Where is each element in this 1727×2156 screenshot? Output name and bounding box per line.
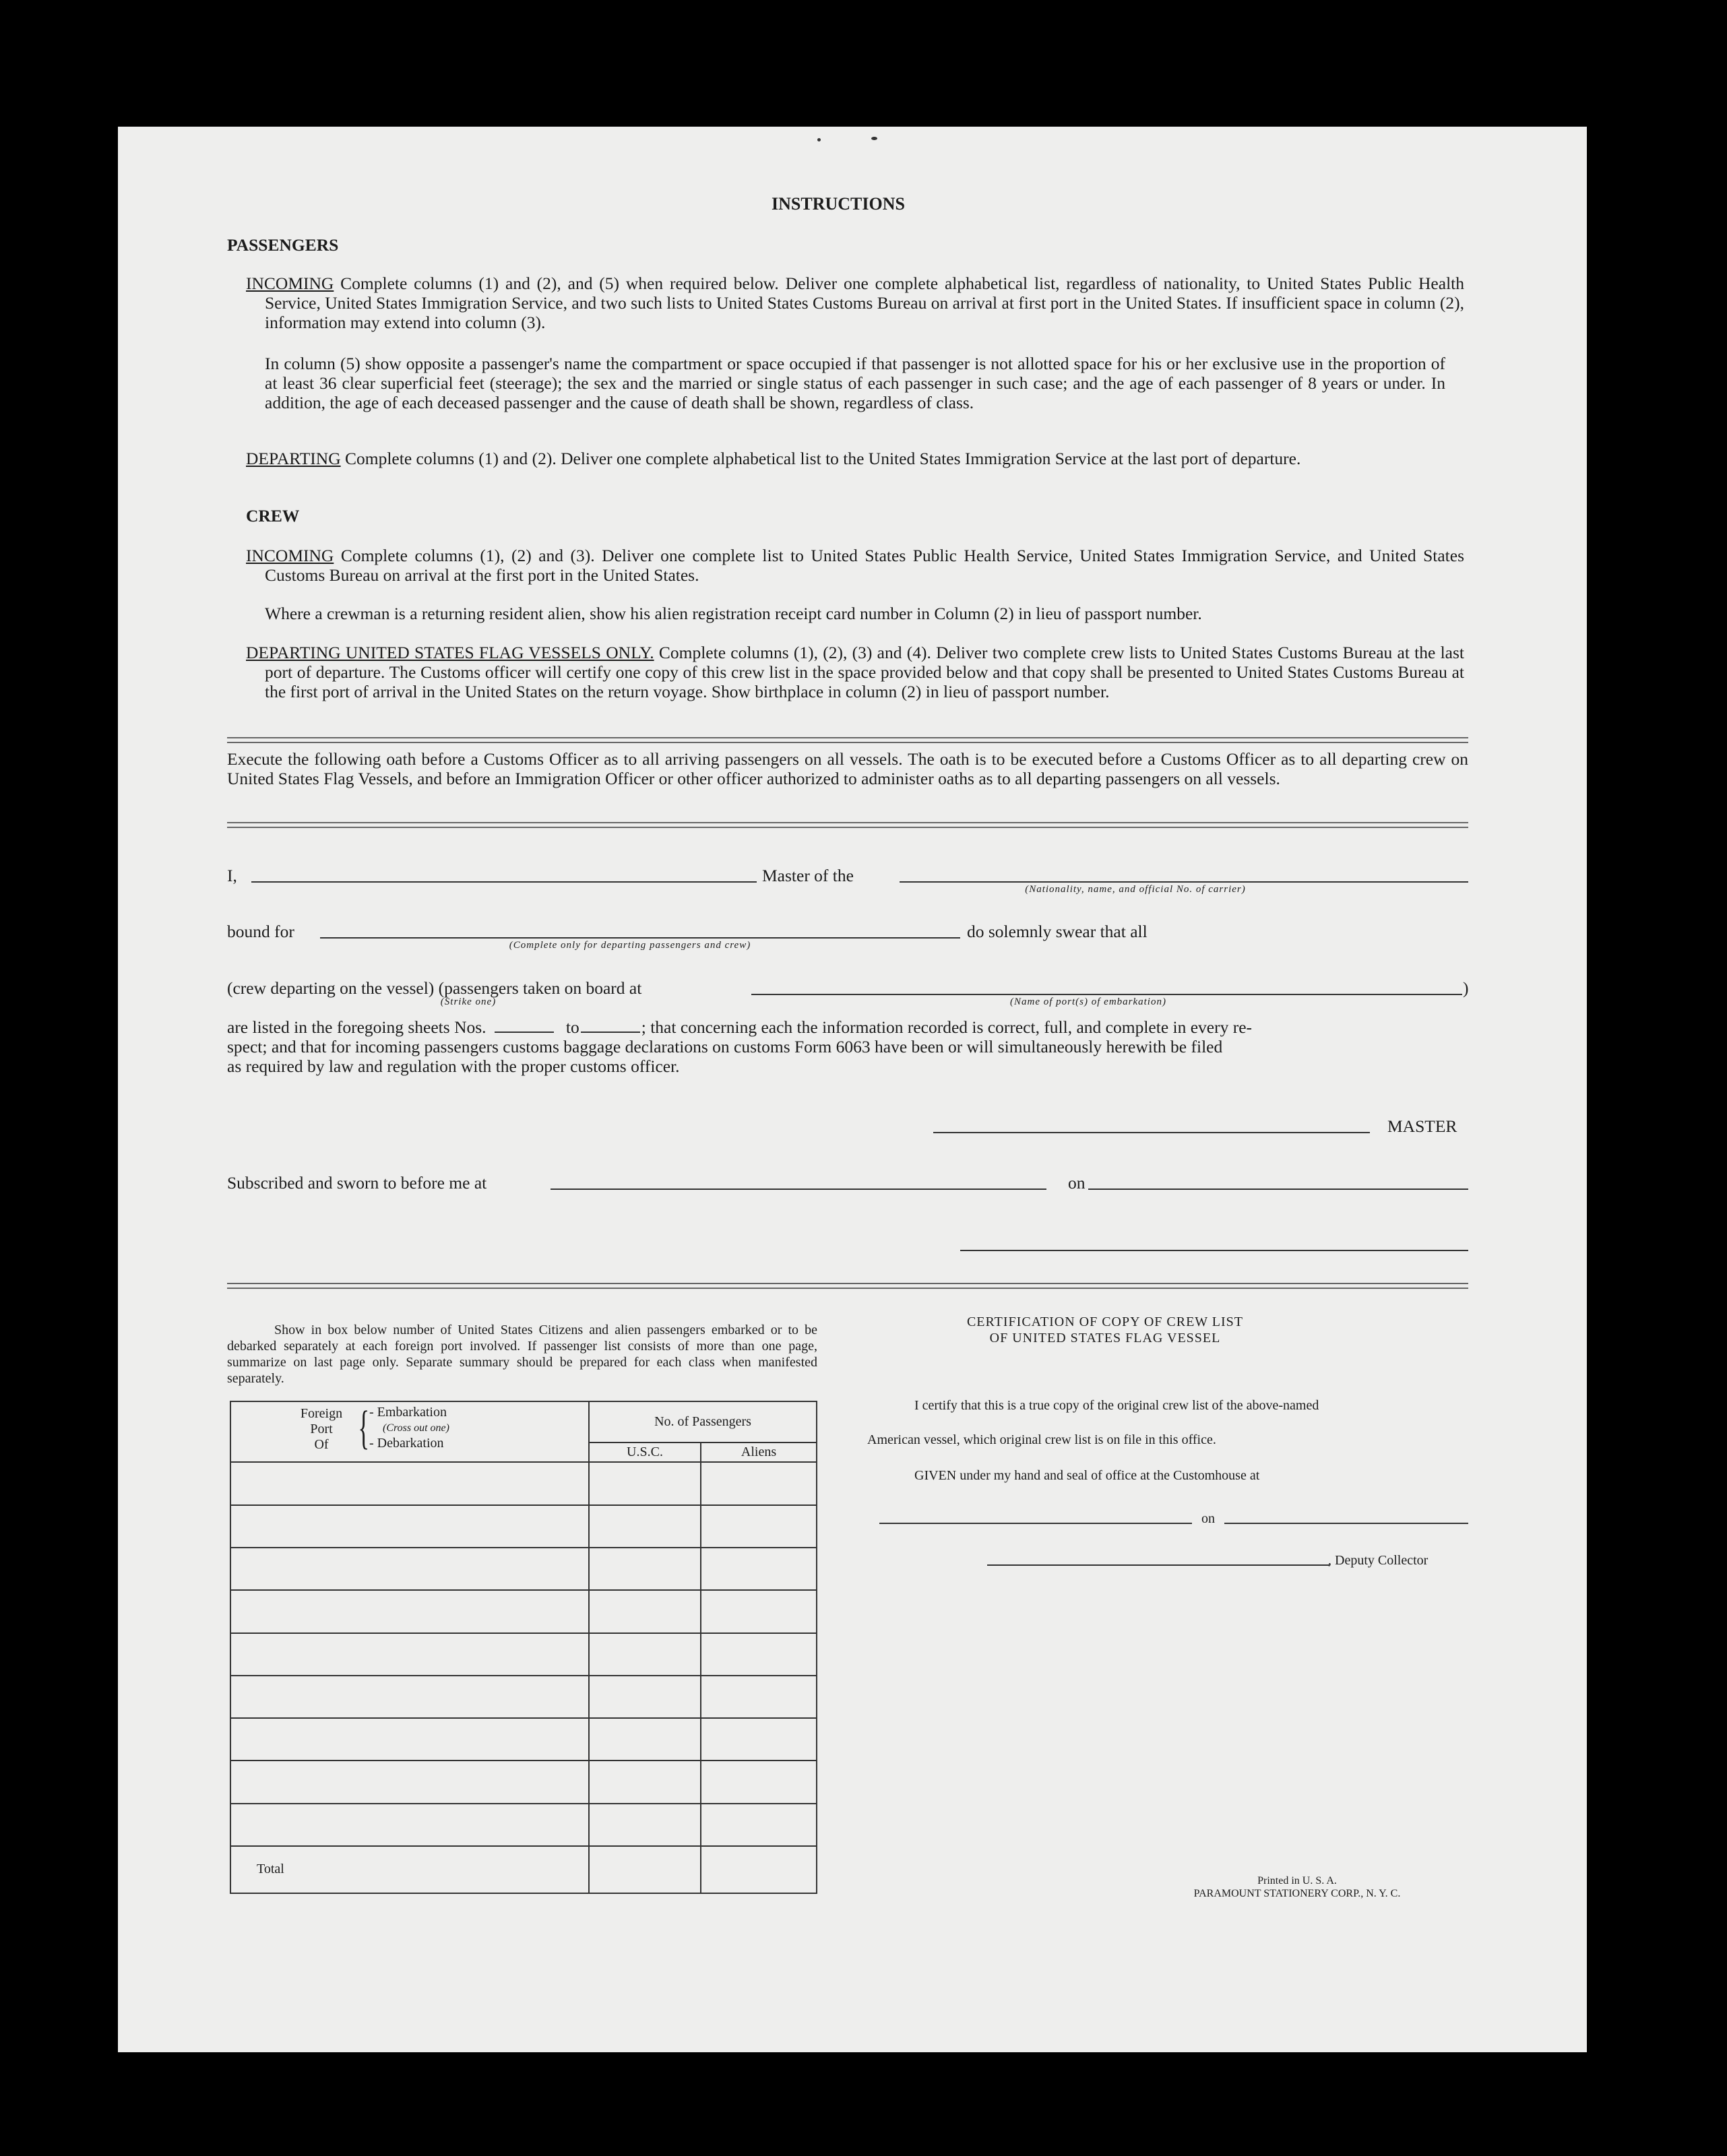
sheet-from-blank[interactable] <box>495 1032 554 1033</box>
certification-on-label: on <box>1201 1511 1215 1526</box>
summary-port-cell[interactable] <box>230 1590 589 1632</box>
summary-usc-cell[interactable] <box>589 1676 701 1718</box>
departing-label: DEPARTING <box>246 449 341 468</box>
oath-i-label: I, <box>227 866 237 885</box>
departing-text: Complete columns (1) and (2). Deliver one complete alphabetical list to the United States Immigration Service at the last port of departure. <box>340 449 1301 468</box>
crew-heading: CREW <box>246 506 300 526</box>
carrier-line[interactable] <box>900 881 1468 883</box>
of-label: Of <box>314 1437 329 1452</box>
total-aliens-cell[interactable] <box>701 1846 817 1893</box>
flag-vessels-paragraph <box>246 643 1464 701</box>
flag-vessels-text: Complete columns (1), (2), (3) and (4). Deliver two complete crew lists to United States Customs Bureau at the last port of departure. The Customs officer will certify one copy of this crew list in the space provided below and that copy shall be presented to United States Customs Bureau at the first port of arrival in the United States on the return voyage. Show birthplace in column (2) in lieu of passport number. <box>265 643 1464 701</box>
crew-departing-label: (crew departing on the vessel) (passengers taken on board at <box>227 978 642 998</box>
punch-mark <box>817 138 821 141</box>
certification-title <box>927 1314 1284 1346</box>
total-label-cell <box>230 1846 589 1893</box>
summary-aliens-cell[interactable] <box>701 1548 817 1590</box>
close-paren: ) <box>1463 978 1469 998</box>
do-solemnly-label: do solemnly swear that all <box>967 922 1148 941</box>
certification-title-1: CERTIFICATION OF COPY OF CREW LIST <box>966 1314 1244 1329</box>
customhouse-line[interactable] <box>879 1523 1192 1524</box>
summary-usc-cell[interactable] <box>589 1462 701 1504</box>
ports-line[interactable] <box>751 994 1462 995</box>
passengers-incoming-paragraph <box>246 274 1464 332</box>
summary-aliens-cell[interactable] <box>701 1676 817 1718</box>
oath-intro: Execute the following oath before a Customs Officer as to all arriving passengers on all vessels. The oath is to be executed before a Customs Officer as to all departing crew on United States Flag Vessels, and before an Immigration Officer or other officer authorized to administer oaths as to all departing passengers on all vessels. <box>227 749 1468 788</box>
printer-imprint <box>1142 1874 1452 1900</box>
port-header-cell <box>230 1401 589 1462</box>
port-label: Port <box>310 1422 333 1436</box>
listed-line-1 <box>227 1017 1252 1037</box>
deputy-signature-line[interactable] <box>987 1564 1329 1566</box>
printer-line-1: Printed in U. S. A. <box>1257 1875 1337 1886</box>
printer-line-2: PARAMOUNT STATIONERY CORP., N. Y. C. <box>1193 1888 1401 1899</box>
subscribed-label: Subscribed and sworn to before me at <box>227 1173 487 1193</box>
listed-to: to <box>565 1017 579 1037</box>
summary-port-cell[interactable] <box>230 1718 589 1761</box>
summary-usc-cell[interactable] <box>589 1718 701 1761</box>
crew-incoming-paragraph <box>246 546 1464 585</box>
listed-line-3: spect; and that for incoming passengers customs baggage declarations on customs Form 6063 have been or will simultaneously herewith be filed <box>227 1037 1223 1056</box>
summary-aliens-cell[interactable] <box>701 1505 817 1548</box>
usc-header: U.S.C. <box>589 1442 701 1462</box>
summary-port-cell[interactable] <box>230 1761 589 1803</box>
total-usc-cell[interactable] <box>589 1846 701 1893</box>
listed-text-2: ; that concerning each the information recorded is correct, full, and complete in every re- <box>641 1017 1253 1037</box>
summary-port-cell[interactable] <box>230 1676 589 1718</box>
summary-aliens-cell[interactable] <box>701 1633 817 1676</box>
sworn-place-line[interactable] <box>551 1188 1046 1190</box>
summary-aliens-cell[interactable] <box>701 1761 817 1803</box>
summary-usc-cell[interactable] <box>589 1590 701 1632</box>
embarkation-label: - Embarkation <box>369 1405 447 1420</box>
debarkation-label: - Debarkation <box>369 1436 444 1451</box>
crew-incoming-label: INCOMING <box>246 546 334 565</box>
oath-divider <box>227 822 1468 828</box>
incoming-text: Complete columns (1) and (2), and (5) when required below. Deliver one complete alphabetical list, regardless of nationality, to United States Public Health Service, United States Immigration Service, and two such lists to United States Customs Bureau on arrival at first port in the United States. If insufficient space in column (2), information may extend into column (3). <box>265 274 1464 332</box>
brace-icon: { <box>358 1402 370 1454</box>
sworn-date-line[interactable] <box>1088 1188 1468 1190</box>
certification-given: GIVEN under my hand and seal of office at the Customhouse at <box>914 1468 1260 1483</box>
master-of-the-label: Master of the <box>762 866 854 885</box>
summary-port-cell[interactable] <box>230 1633 589 1676</box>
listed-line-4: as required by law and regulation with the proper customs officer. <box>227 1056 680 1076</box>
crewman-paragraph: Where a crewman is a returning resident alien, show his alien registration receipt card number in Column (2) in lieu of passport number. <box>265 604 1202 623</box>
certification-text-1: I certify that this is a true copy of the original crew list of the above-named <box>914 1398 1319 1413</box>
passenger-summary-table <box>230 1401 817 1894</box>
sheet-to-blank[interactable] <box>581 1032 640 1033</box>
certification-text-2: American vessel, which original crew list is on file in this office. <box>867 1432 1216 1447</box>
summary-port-cell[interactable] <box>230 1505 589 1548</box>
summary-port-cell[interactable] <box>230 1548 589 1590</box>
master-name-line[interactable] <box>251 881 757 883</box>
sworn-on-label: on <box>1068 1173 1086 1193</box>
foreign-label: Foreign <box>300 1406 343 1421</box>
summary-port-cell[interactable] <box>230 1804 589 1846</box>
crew-incoming-text: Complete columns (1), (2) and (3). Deliver one complete list to United States Public Health Service, United States Immigration Service, and United States Customs Bureau on arrival at the first port in the United States. <box>265 546 1464 585</box>
summary-divider <box>227 1283 1468 1289</box>
deputy-collector-label: , Deputy Collector <box>1328 1553 1428 1568</box>
bound-for-line[interactable] <box>320 937 960 939</box>
certification-title-2: OF UNITED STATES FLAG VESSEL <box>989 1331 1221 1345</box>
column5-paragraph: In column (5) show opposite a passenger's name the compartment or space occupied if that passenger is not allotted space for his or her exclusive use in the proportion of at least 36 clear superficial feet (steerage); the sex and the married or single status of each passenger in such case; and the age of each passenger of 8 years or under. In addition, the age of each deceased passenger and the cause of death shall be shown, regardless of class. <box>265 354 1445 412</box>
ports-caption: (Name of port(s) of embarkation) <box>1010 996 1166 1007</box>
cross-out-label: (Cross out one) <box>383 1422 449 1434</box>
summary-usc-cell[interactable] <box>589 1804 701 1846</box>
punch-mark <box>871 137 877 140</box>
summary-usc-cell[interactable] <box>589 1633 701 1676</box>
no-of-passengers-header: No. of Passengers <box>589 1401 817 1442</box>
officer-signature-line[interactable] <box>960 1250 1468 1251</box>
bound-for-label: bound for <box>227 922 294 941</box>
summary-port-cell[interactable] <box>230 1462 589 1504</box>
summary-intro: Show in box below number of United States Citizens and alien passengers embarked or to be debarked separately at each foreign port involved. If passenger list consists of more than one page, summarize on last page only. Separate summary should be prepared for each class when manifested separately. <box>227 1323 817 1386</box>
summary-usc-cell[interactable] <box>589 1505 701 1548</box>
form-page <box>118 127 1587 2052</box>
summary-aliens-cell[interactable] <box>701 1804 817 1846</box>
total-label: Total <box>257 1862 284 1877</box>
certification-date-line[interactable] <box>1224 1523 1468 1524</box>
passengers-heading: PASSENGERS <box>227 235 339 255</box>
flag-vessels-label: DEPARTING UNITED STATES FLAG VESSELS ONLY. <box>246 643 654 662</box>
nationality-caption: (Nationality, name, and official No. of carrier) <box>1025 884 1246 895</box>
strike-one-caption: (Strike one) <box>440 996 497 1007</box>
master-signature-line[interactable] <box>933 1132 1370 1133</box>
incoming-label: INCOMING <box>246 274 334 293</box>
summary-aliens-cell[interactable] <box>701 1718 817 1761</box>
passengers-departing-paragraph <box>246 449 1464 468</box>
listed-text-1: are listed in the foregoing sheets Nos. <box>227 1017 486 1037</box>
summary-aliens-cell[interactable] <box>701 1590 817 1632</box>
summary-usc-cell[interactable] <box>589 1548 701 1590</box>
master-label: MASTER <box>1387 1116 1457 1136</box>
section-divider <box>227 737 1468 743</box>
summary-usc-cell[interactable] <box>589 1761 701 1803</box>
aliens-header: Aliens <box>701 1442 817 1462</box>
instructions-title: INSTRUCTIONS <box>772 194 905 214</box>
complete-only-caption: (Complete only for departing passengers and crew) <box>509 940 751 951</box>
summary-aliens-cell[interactable] <box>701 1462 817 1504</box>
